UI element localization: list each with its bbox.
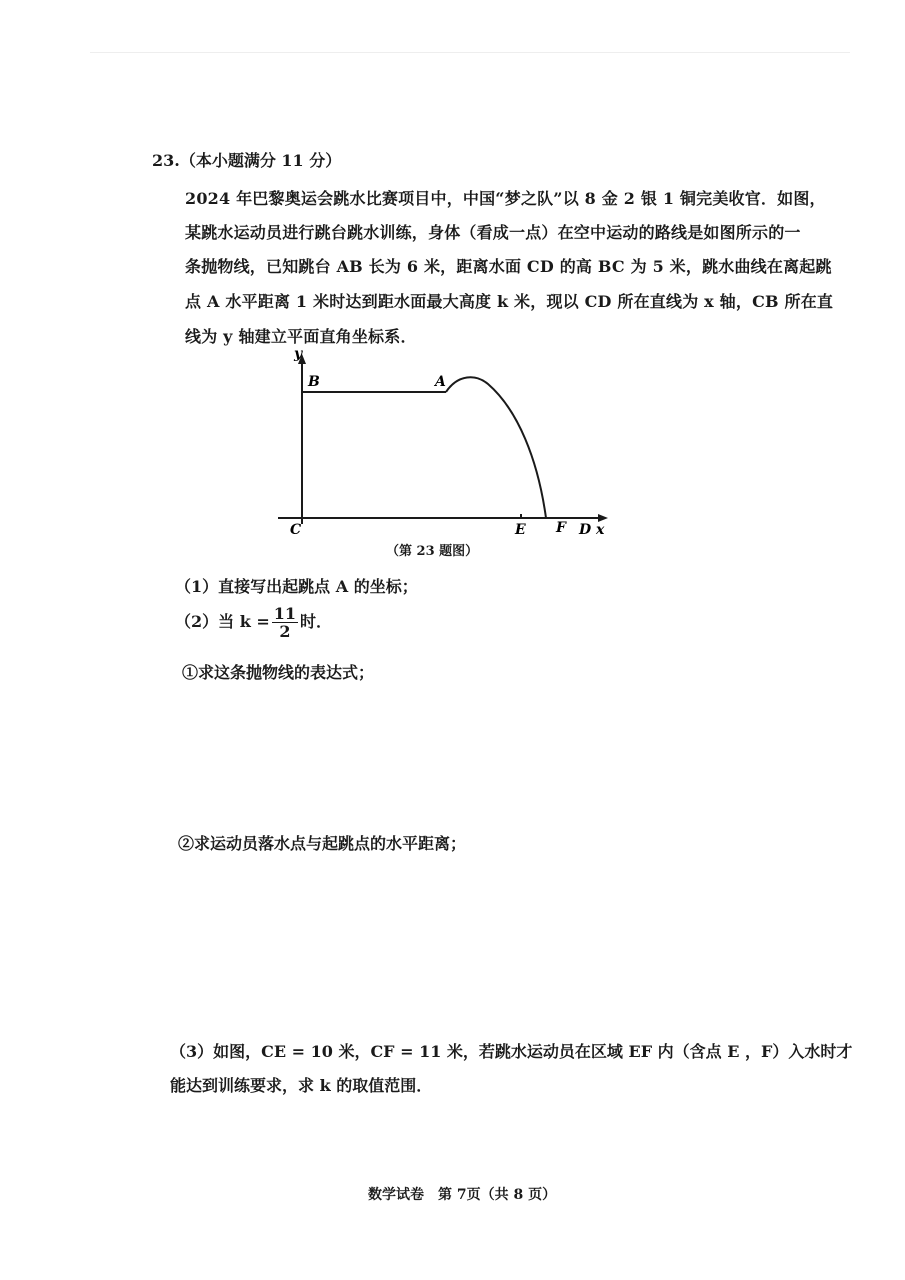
parabola-trajectory xyxy=(446,377,546,518)
problem-line-4: 点 A 水平距离 1 米时达到距水面最大高度 k 米，现以 CD 所在直线为 x 轴，CB 所在直 xyxy=(185,292,834,311)
coordinate-figure xyxy=(270,340,615,540)
label-y: y xyxy=(294,346,303,362)
question-1: （1）直接写出起跳点 A 的坐标； xyxy=(175,577,418,596)
label-d: D xyxy=(579,522,592,538)
question-2-part-2: ②求运动员落水点与起跳点的水平距离； xyxy=(178,834,467,853)
label-f: F xyxy=(556,520,566,536)
page-footer: 数学试卷 第 7页（共 8 页） xyxy=(368,1187,557,1203)
label-x: x xyxy=(596,522,605,538)
problem-line-2: 某跳水运动员进行跳台跳水训练，身体（看成一点）在空中运动的路线是如图所示的一 xyxy=(185,223,801,242)
label-b: B xyxy=(308,374,320,390)
x-axis-arrow xyxy=(598,514,608,522)
fraction-denominator: 2 xyxy=(279,622,291,641)
problem-title: 23.（本小题满分 11 分） xyxy=(152,151,342,170)
figure-caption: （第 23 题图） xyxy=(386,544,479,559)
question-2-part-1: ①求这条抛物线的表达式； xyxy=(182,663,375,682)
label-c: C xyxy=(290,522,302,538)
problem-line-1: 2024 年巴黎奥运会跳水比赛项目中，中国“梦之队”以 8 金 2 银 1 铜完美收官．如图， xyxy=(185,189,826,208)
question-2-prefix: （2）当 k = xyxy=(175,612,270,631)
problem-line-3: 条抛物线，已知跳台 AB 长为 6 米，距离水面 CD 的高 BC 为 5 米，跳水曲线在离起跳 xyxy=(185,257,832,276)
question-2-suffix: 时． xyxy=(300,612,333,631)
label-e: E xyxy=(515,522,526,538)
fraction-11-over-2 xyxy=(272,605,298,640)
question-2 xyxy=(175,605,332,640)
question-3-line-2: 能达到训练要求，求 k 的取值范围． xyxy=(170,1076,433,1095)
scan-edge-line xyxy=(90,52,850,53)
question-3-line-1: （3）如图，CE = 10 米，CF = 11 米，若跳水运动员在区域 EF 内（含点 E ，F）入水时才 xyxy=(170,1042,853,1061)
fraction-numerator: 11 xyxy=(273,604,297,623)
label-a: A xyxy=(435,374,446,390)
problem-line-5: 线为 y 轴建立平面直角坐标系． xyxy=(185,327,417,346)
